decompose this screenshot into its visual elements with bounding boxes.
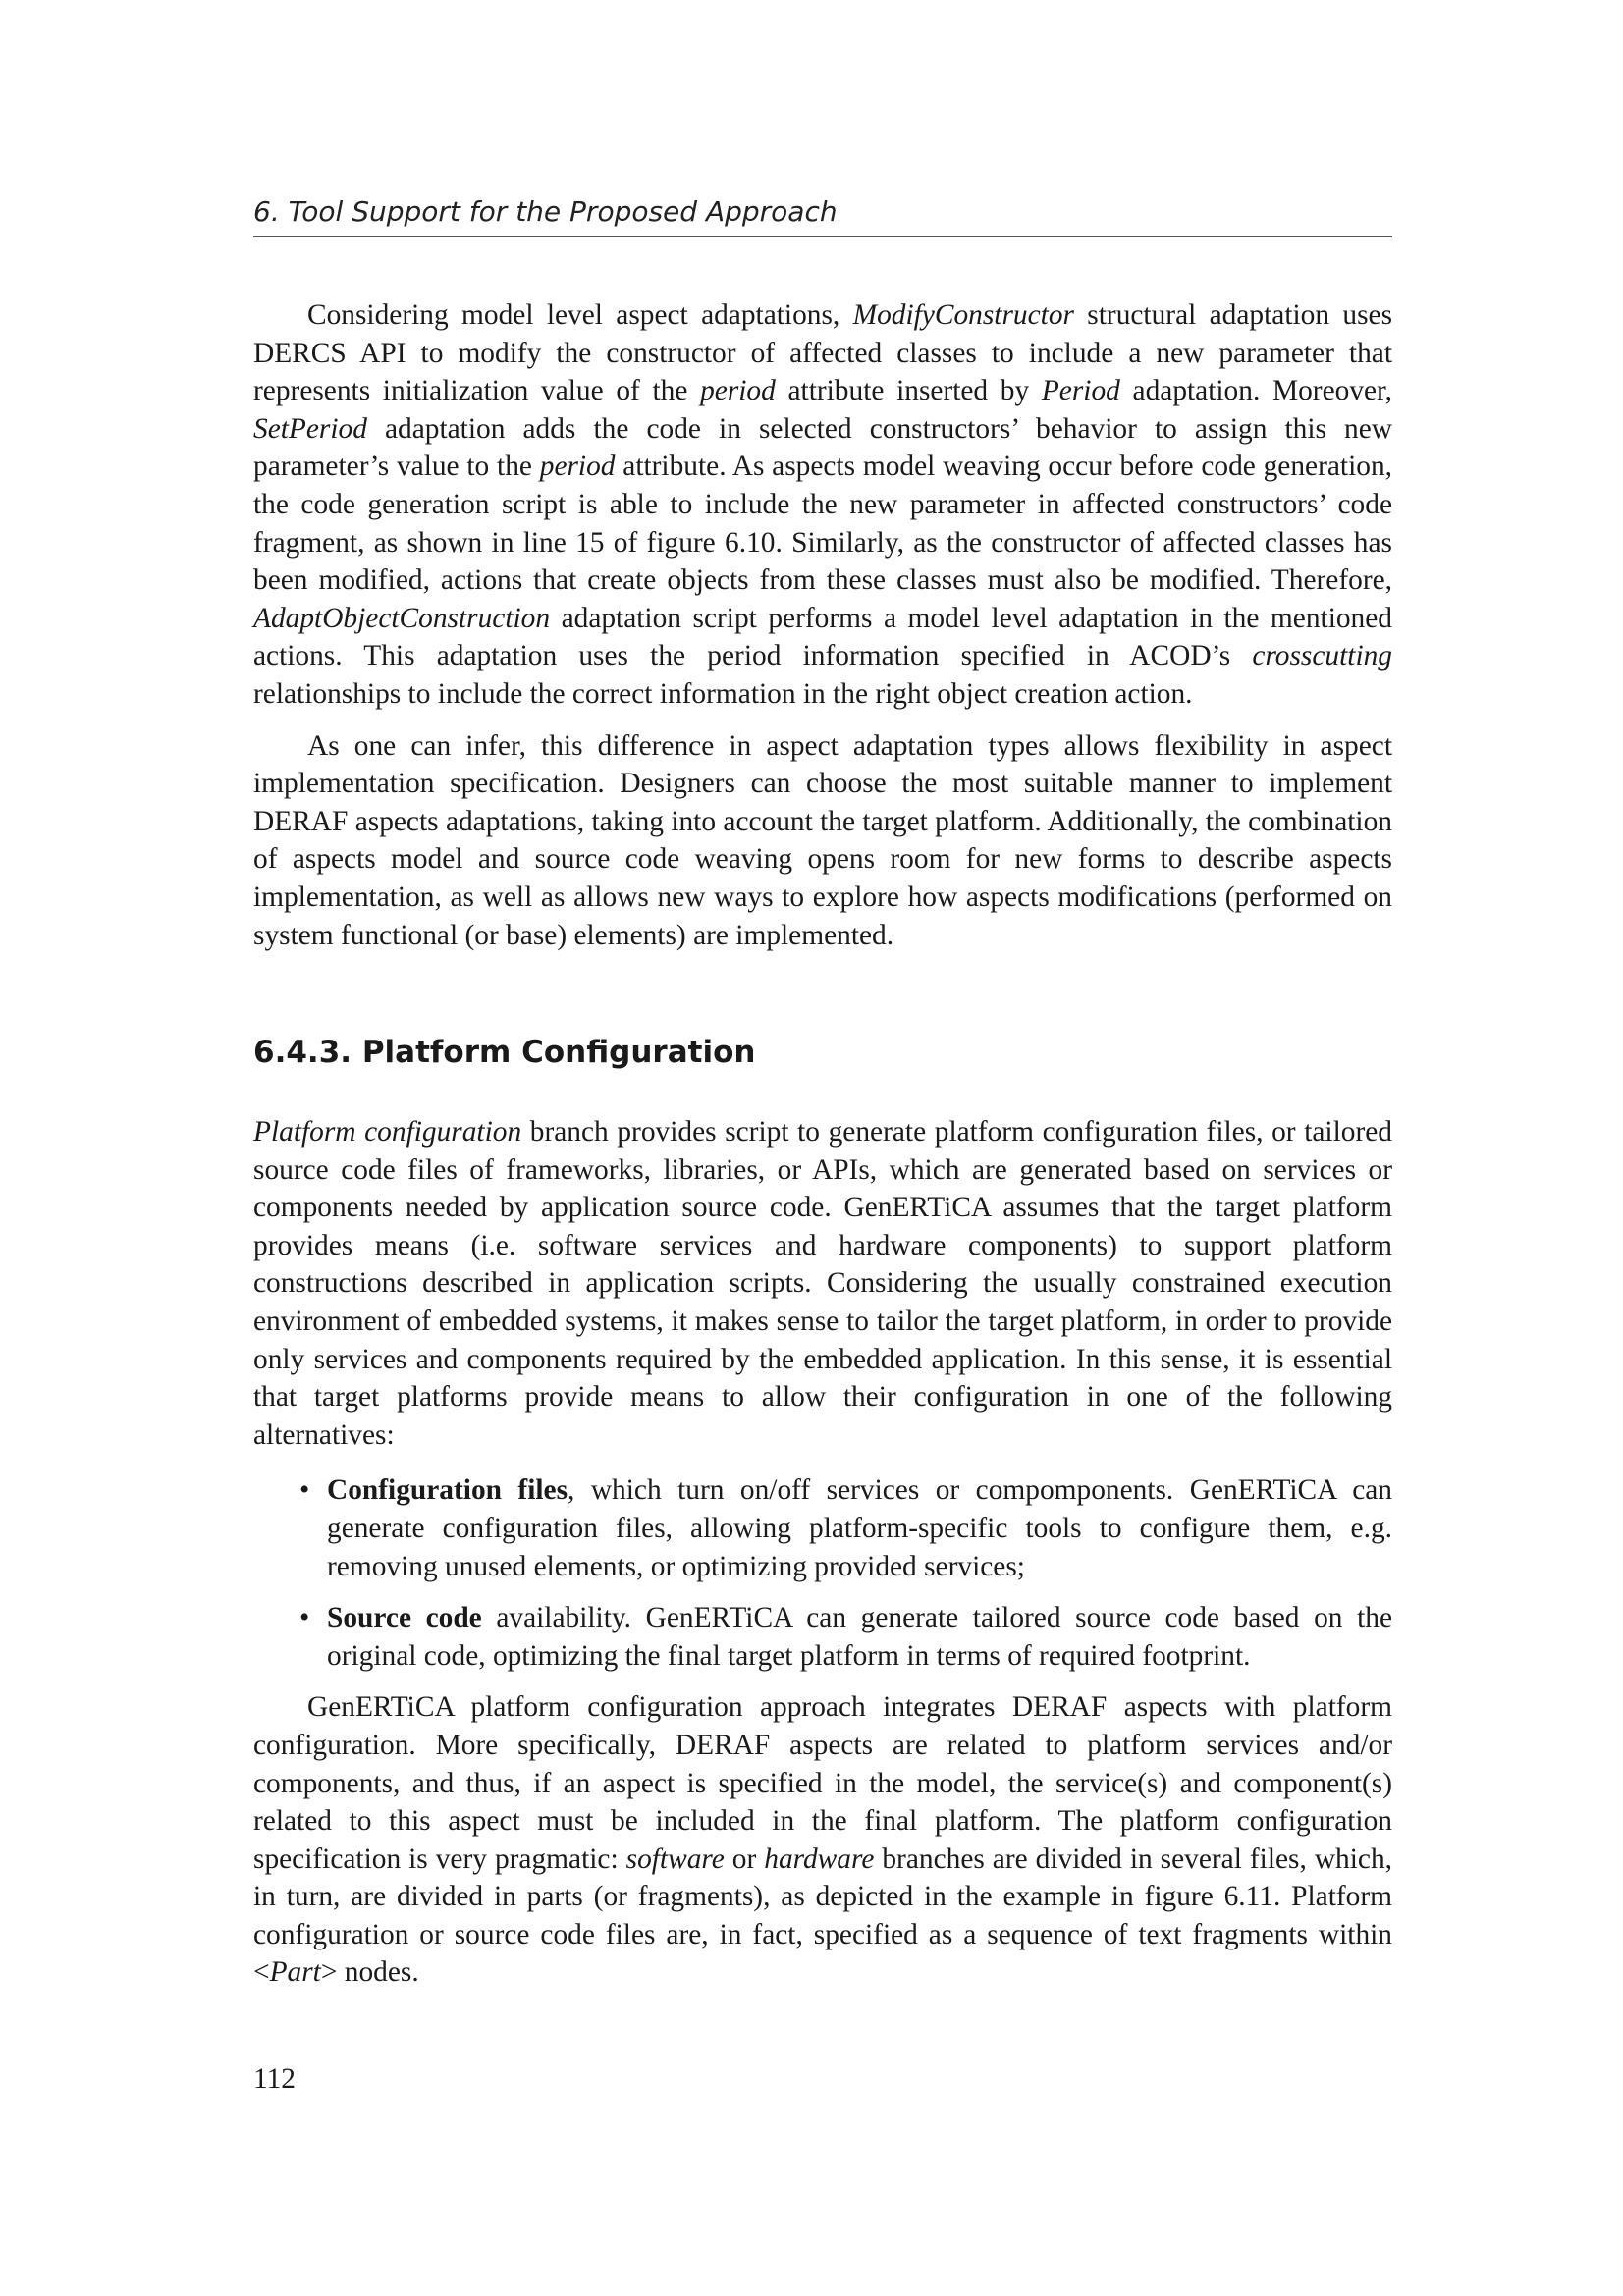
paragraph-platform-configuration: Platform configuration branch provides script to generate platform configuration files, or tailored source code files of frameworks, libraries, or APIs, which are generated based on services or components needed by application source code. GenERTiCA assumes that the target platform provides means (i.e. software services and hardware components) to support platform constructions described in application scripts. Considering the usually constrained execution environment of embedded systems, it makes sense to tailor the target platform, in order to provide only services and components required by the embedded application. In this sense, it is essential that target platforms provide means to allow their configuration in one of the following alternatives: bbox=[253, 1116, 1392, 1451]
header-rule bbox=[253, 236, 1392, 237]
list-item: • Source code availability. GenERTiCA can generate tailored source code based on the original code, optimizing the final target platform in terms of required footprint. bbox=[253, 1599, 1392, 1675]
bullet-marker: • bbox=[299, 1602, 310, 1634]
term-hardware: hardware bbox=[764, 1842, 875, 1875]
paragraph-configuration-approach: GenERTiCA platform configuration approach integrates DERAF aspects with platform configuration. More specifically, DERAF aspects are related to platform services and/or components, and thus, if an aspect is specified in the model, the service(s) and component(s) related to this aspect must be included in the final platform. The platform configuration specification is very pragmatic: software or hardware branches are divided in several files, which, in turn, are divided in parts (or fragments), as depicted in the example in figure 6.11. Platform configuration or source code files are, in fact, specified as a sequence of text fragments within <Part> nodes. bbox=[253, 1691, 1392, 1989]
term-source-code: Source code bbox=[327, 1602, 482, 1634]
bullet-marker: • bbox=[299, 1474, 310, 1507]
page-number: 112 bbox=[253, 2063, 296, 2095]
term-part-node: Part bbox=[269, 1956, 321, 1989]
term-platform-configuration: Platform configuration bbox=[253, 1116, 522, 1148]
term-software: software bbox=[625, 1842, 725, 1875]
paragraph-model-level-adaptations: Considering model level aspect adaptations, ModifyConstructor structural adaptation uses DERCS API to modify the constructor of affected classes to include a new parameter that represents initialization value of the period attribute inserted by Period adaptation. Moreover, SetPeriod adaptation adds the code in selected constructors’ behavior to assign this new parameter’s value to the period attribute. As aspects model weaving occur before code generation, the code generation script is able to include the new parameter in affected constructors’ code fragment, as shown in line 15 of figure 6.10. Similarly, as the constructor of affected classes has been modified, actions that create objects from these classes must also be modified. Therefore, AdaptObjectConstruction adaptation script performs a model level adaptation in the mentioned actions. This adaptation uses the period information specified in ACOD’s crosscutting relationships to include the correct information in the right object creation action. bbox=[253, 299, 1393, 710]
term-configuration-files: Configuration files bbox=[327, 1474, 568, 1507]
platform-configuration-block bbox=[253, 1113, 1392, 1992]
term-period-adaptation: Period bbox=[1041, 375, 1120, 407]
term-adapt-object-construction: AdaptObjectConstruction bbox=[253, 602, 551, 634]
term-set-period: SetPeriod bbox=[253, 412, 367, 445]
alternatives-list bbox=[253, 1471, 1392, 1675]
section-heading: 6.4.3. Platform Configuration bbox=[253, 1035, 756, 1070]
intro-text-block bbox=[253, 296, 1392, 954]
term-crosscutting: crosscutting bbox=[1252, 640, 1392, 672]
paragraph-adaptation-flexibility: As one can infer, this difference in aspect adaptation types allows flexibility in aspect implementation specification. Designers can choose the most suitable manner to implement DERAF aspects adaptations, taking into account the target platform. Additionally, the combination of aspects model and source code weaving opens room for new forms to describe aspects implementation, as well as allows new ways to explore how aspects modifications (performed on system functional (or base) elements) are implemented. bbox=[253, 729, 1392, 951]
term-modify-constructor: ModifyConstructor bbox=[852, 299, 1074, 331]
list-item: • Configuration files, which turn on/off services or compomponents. GenERTiCA can generate configuration files, allowing platform-specific tools to configure them, e.g. removing unused elements, or optimizing provided services; bbox=[253, 1471, 1392, 1585]
term-period-attribute: period bbox=[700, 375, 776, 407]
running-header: 6. Tool Support for the Proposed Approach bbox=[253, 195, 838, 228]
term-period-attribute-2: period bbox=[539, 451, 616, 483]
